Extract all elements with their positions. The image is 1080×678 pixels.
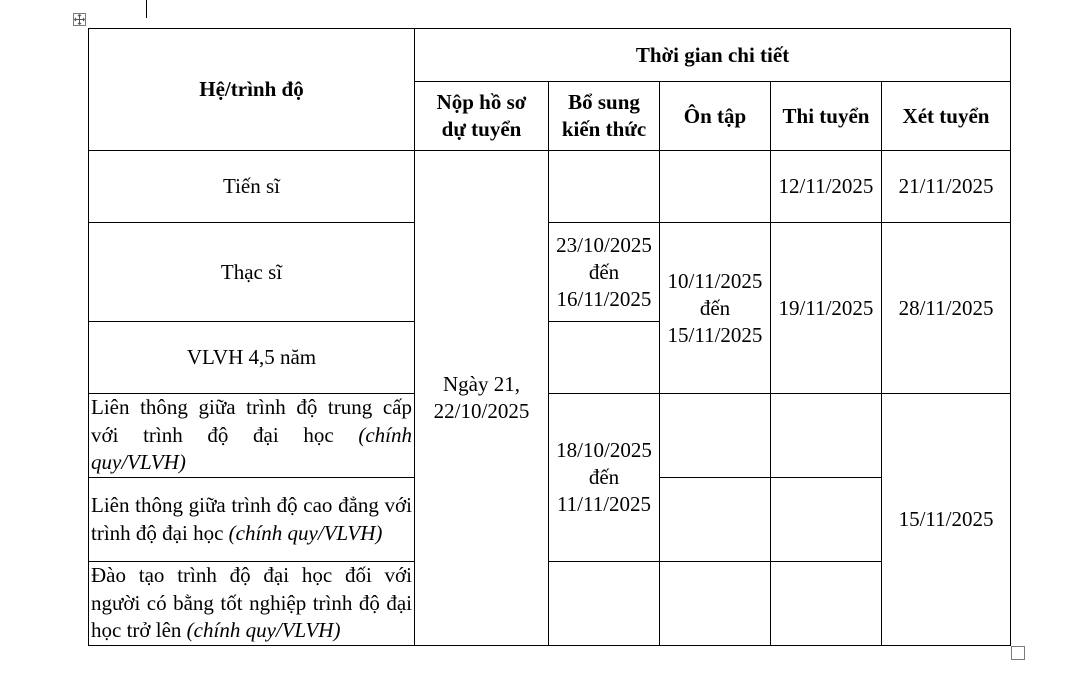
row-bridge-intermediate <box>89 394 415 478</box>
master-supplement-to: 16/11/2025 <box>556 286 652 311</box>
master-supplement-from: 23/10/2025 <box>556 232 652 257</box>
row-bridge-intermediate-text: Liên thông giữa trình độ trung cấp với trình độ đại học <box>91 395 412 447</box>
submit-dates-cell <box>415 151 549 646</box>
bridge-intermediate-review-cell <box>660 394 771 478</box>
doctor-supplement-cell <box>549 151 660 223</box>
header-supplement-line2: kiến thức <box>561 117 647 141</box>
bridge-college-review-cell <box>660 478 771 562</box>
header-exam: Thi tuyển <box>771 82 882 151</box>
header-submit-line2: dự tuyển <box>441 117 522 141</box>
row-bridge-college <box>89 478 415 562</box>
text-cursor <box>146 0 147 18</box>
row-vlvh: VLVH 4,5 năm <box>89 322 415 394</box>
row-bridge-college-note: (chính quy/VLVH) <box>228 520 383 545</box>
university-degree-exam-cell <box>771 562 882 646</box>
bridge-supplement-to: 11/11/2025 <box>556 492 652 516</box>
table-resize-handle-icon[interactable] <box>1011 646 1025 660</box>
header-submit-line1: Nộp hồ sơ <box>436 90 527 114</box>
header-submit <box>415 82 549 151</box>
master-admission-cell: 28/11/2025 <box>882 223 1011 394</box>
header-review: Ôn tập <box>660 82 771 151</box>
bridge-intermediate-exam-cell <box>771 394 882 478</box>
review-from: 10/11/2025 <box>667 268 763 293</box>
submit-dates-line2: 22/10/2025 <box>433 398 530 423</box>
bridge-supplement-to-word: đến <box>588 465 620 489</box>
header-admission: Xét tuyển <box>882 82 1011 151</box>
submit-dates-line1: Ngày 21, <box>443 371 520 396</box>
header-detailed-time: Thời gian chi tiết <box>415 29 1011 82</box>
doctor-review-cell <box>660 151 771 223</box>
vlvh-supplement-cell <box>549 322 660 394</box>
university-degree-supplement-cell <box>549 562 660 646</box>
master-supplement-cell <box>549 223 660 322</box>
row-master: Thạc sĩ <box>89 223 415 322</box>
review-to: 15/11/2025 <box>667 322 763 347</box>
review-to-word: đến <box>699 295 731 320</box>
header-supplement <box>549 82 660 151</box>
header-level: Hệ/trình độ <box>89 29 415 151</box>
doctor-admission-cell: 21/11/2025 <box>882 151 1011 223</box>
bridge-college-exam-cell <box>771 478 882 562</box>
row-university-degree <box>89 562 415 646</box>
master-supplement-to-word: đến <box>588 259 620 284</box>
table-move-handle-icon[interactable] <box>73 13 86 26</box>
row-bridge-intermediate-note: (chính quy/VLVH) <box>91 422 413 475</box>
doctor-exam-cell: 12/11/2025 <box>771 151 882 223</box>
master-exam-cell: 19/11/2025 <box>771 223 882 394</box>
bridge-admission-cell: 15/11/2025 <box>882 394 1011 646</box>
row-university-degree-text: Đào tạo trình độ đại học đối với người có bằng tốt nghiệp trình độ đại học trở lên <box>91 563 412 642</box>
row-university-degree-note: (chính quy/VLVH) <box>186 618 341 642</box>
university-degree-review-cell <box>660 562 771 646</box>
row-bridge-college-text: Liên thông giữa trình độ cao đẳng với trình độ đại học <box>91 493 412 545</box>
schedule-table <box>88 28 1011 646</box>
bridge-supplement-from: 18/10/2025 <box>556 438 652 462</box>
row-doctor: Tiến sĩ <box>89 151 415 223</box>
header-supplement-line1: Bổ sung <box>568 90 640 114</box>
bridge-supplement-cell <box>549 394 660 562</box>
review-cell <box>660 223 771 394</box>
